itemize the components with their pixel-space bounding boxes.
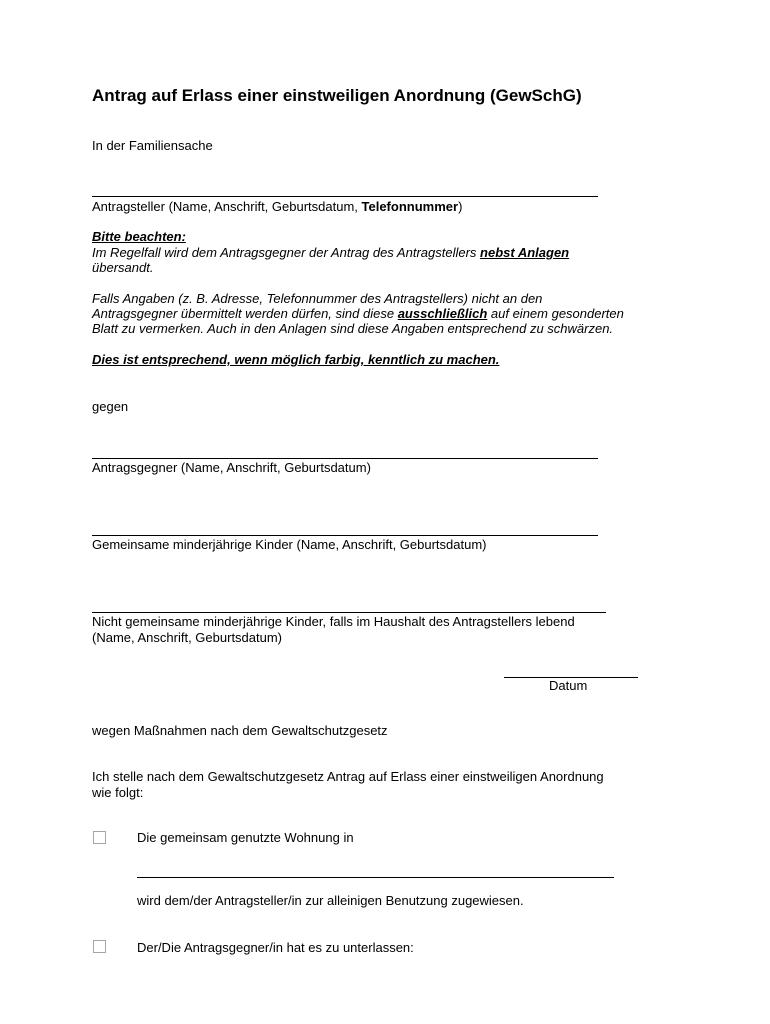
because-text: wegen Maßnahmen nach dem Gewaltschutzgesetz xyxy=(92,723,388,738)
notice-p2-line3: Blatt zu vermerken. Auch in den Anlagen sind diese Angaben entsprechend zu schwärzen. xyxy=(92,321,614,336)
applicant-label-phone: Telefonnummer xyxy=(361,199,459,214)
cease-and-desist-label: Der/Die Antragsgegner/in hat es zu unterlassen: xyxy=(137,940,414,955)
date-label: Datum xyxy=(549,678,588,693)
notice-p1-line1 xyxy=(92,245,569,260)
notice-p2-emphasis: ausschließlich xyxy=(397,306,488,321)
against-text: gegen xyxy=(92,399,129,414)
cease-and-desist-checkbox[interactable] xyxy=(93,940,106,953)
applicant-label-prefix: Antragsteller (Name, Anschrift, Geburtsdatum, xyxy=(92,199,362,214)
apartment-assignment-checkbox[interactable] xyxy=(93,831,106,844)
apartment-assignment-suffix: wird dem/der Antragsteller/in zur alleinigen Benutzung zugewiesen. xyxy=(137,893,524,908)
apartment-address-fill-line[interactable] xyxy=(137,877,614,878)
document-title: Antrag auf Erlass einer einstweiligen Anordnung (GewSchG) xyxy=(92,86,582,105)
respondent-fill-line[interactable] xyxy=(92,458,598,459)
request-line1: Ich stelle nach dem Gewaltschutzgesetz Antrag auf Erlass einer einstweiligen Anordnung xyxy=(92,769,604,784)
notice-p1-line2: übersandt. xyxy=(92,260,154,275)
common-children-fill-line[interactable] xyxy=(92,535,598,536)
applicant-label-suffix: ) xyxy=(458,199,463,214)
notice-p1-text: Im Regelfall wird dem Antragsgegner der Antrag des Antragstellers xyxy=(92,245,481,260)
notice-p3: Dies ist entsprechend, wenn möglich farbig, kenntlich zu machen. xyxy=(92,352,500,367)
notice-p2-line1: Falls Angaben (z. B. Adresse, Telefonnummer des Antragstellers) nicht an den xyxy=(92,291,543,306)
applicant-fill-line[interactable] xyxy=(92,196,598,197)
other-children-label-line2: (Name, Anschrift, Geburtsdatum) xyxy=(92,630,283,645)
respondent-label: Antragsgegner (Name, Anschrift, Geburtsdatum) xyxy=(92,460,371,475)
other-children-fill-line[interactable] xyxy=(92,612,606,613)
apartment-assignment-label: Die gemeinsam genutzte Wohnung in xyxy=(137,830,354,845)
request-line2: wie folgt: xyxy=(92,785,144,800)
other-children-label-line1: Nicht gemeinsame minderjährige Kinder, falls im Haushalt des Antragstellers lebend xyxy=(92,614,575,629)
applicant-label xyxy=(92,199,462,214)
common-children-label: Gemeinsame minderjährige Kinder (Name, Anschrift, Geburtsdatum) xyxy=(92,537,487,552)
notice-p2-text-a: Antragsgegner übermittelt werden dürfen, sind diese xyxy=(92,306,398,321)
notice-heading: Bitte beachten: xyxy=(92,229,186,244)
notice-p1-emphasis: nebst Anlagen xyxy=(480,245,570,260)
intro-text: In der Familiensache xyxy=(92,138,213,153)
notice-p2-line2 xyxy=(92,306,624,321)
notice-p2-text-b: auf einem gesonderten xyxy=(487,306,624,321)
